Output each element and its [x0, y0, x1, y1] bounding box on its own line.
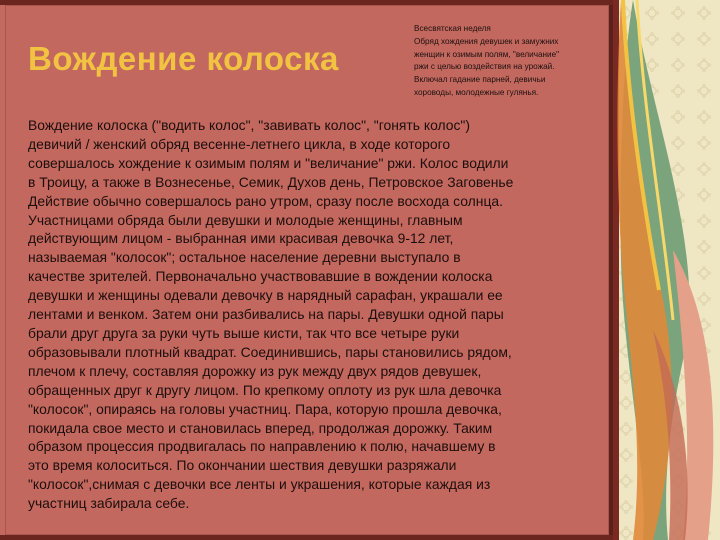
decorative-side-panel	[613, 0, 720, 540]
slide-title: Вождение колоска	[28, 40, 339, 77]
slide-body-text: Вождение колоска ("водить колос", "завивать колос", "гонять колос") девичий / женский обряд весенне-летнего цикла, в ходе которого совершалось хождение к озимым полям и "величание" ржи. Колос водили в Троицу, а также в Вознесенье, Семик, Духов день, Петровское Заговенье Действие обычно совершалось рано утром, сразу после восхода солнца. Участницами обряда были девушки и молодые женщины, главным действующим лицом - выбранная ими красивая девочка 9-12 лет, называемая "колосок"; остальное население деревни выступало в качестве зрителей. Первоначально участвовавшие в вождении колоска девушки и женщины одевали девочку в нарядный сарафан, украшали ее лентами и венком. Затем они разбивались на пары. Девушки одной пары брали друг друга за руки чуть выше кисти, так что все четыре руки образовывали плотный квадрат. Соединившись, пары становились рядом, плечом к плечу, составляя дорожку из рук между двух рядов девушек, обращенных друг к другу лицом. По крепкому оплоту из рук шла девочка "колосок", опираясь на головы участниц. Пара, которую прошла девочка, покидала свое место и становилась вперед, продолжая дорожку. Таким образом процессия продвигалась по направлению к полю, начавшему в это время колоситься. По окончании шествия девушки разряжали "колосок",снимая с девочки все ленты и украшения, которые каждая из участниц забирала себе.	[28, 117, 514, 512]
decorative-pattern-image	[613, 0, 720, 540]
bottom-border	[0, 535, 613, 540]
slide-subtitle: Всесвятская неделя Обряд хождения девушек и замужних женщин к озимым полям, "величание" ржи с целью воздействия на урожай. Включал гадание парней, девичьи хороводы, молодежные гулянья.	[414, 24, 560, 97]
top-border	[0, 0, 720, 5]
